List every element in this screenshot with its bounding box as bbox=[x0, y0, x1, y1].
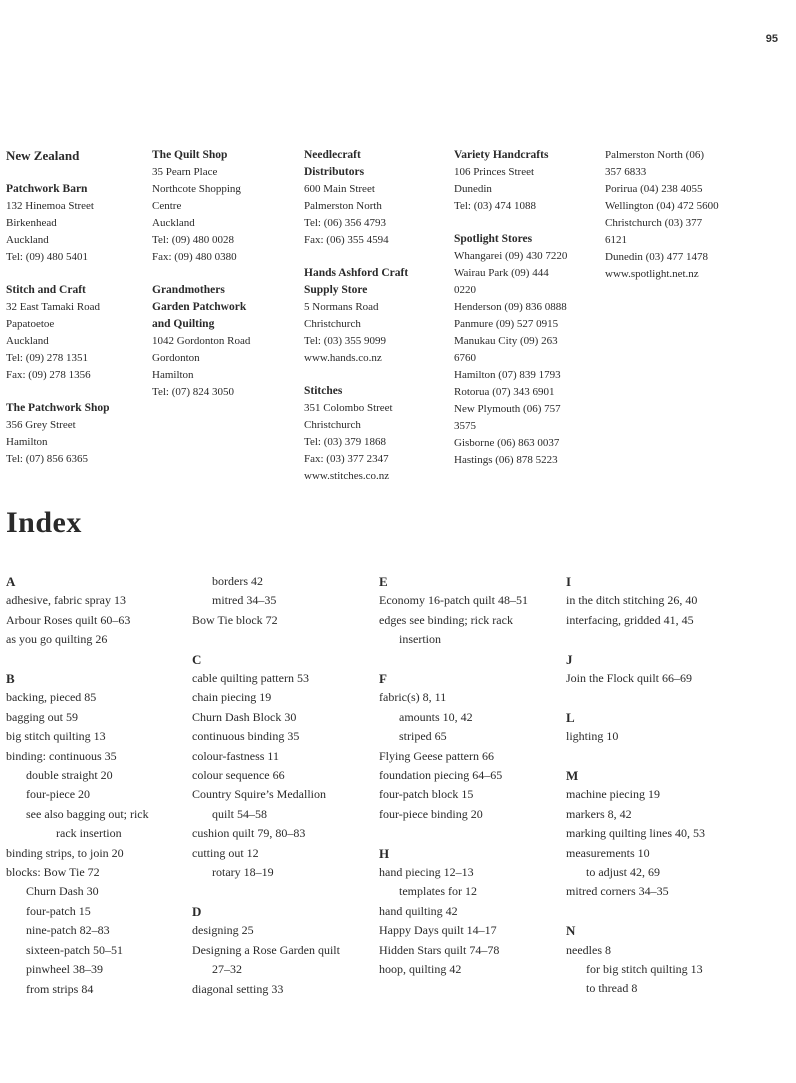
index-entry: as you go quilting 26 bbox=[6, 632, 108, 647]
supplier-detail: New Plymouth (06) 757 bbox=[454, 403, 561, 415]
index-entry: Churn Dash 30 bbox=[26, 884, 99, 899]
index-entry: rack insertion bbox=[56, 826, 122, 841]
supplier-name: Patchwork Barn bbox=[6, 183, 88, 195]
index-entry: binding: continuous 35 bbox=[6, 748, 117, 763]
index-entry: fabric(s) 8, 11 bbox=[379, 690, 447, 705]
supplier-detail: Dunedin bbox=[454, 183, 492, 195]
index-entry: four-piece 20 bbox=[26, 787, 91, 802]
index-entry: 27–32 bbox=[212, 962, 242, 977]
supplier-detail: Fax: (06) 355 4594 bbox=[304, 234, 389, 246]
supplier-detail: Christchurch bbox=[304, 419, 361, 431]
index-entry: quilt 54–58 bbox=[212, 806, 268, 821]
supplier-detail: Palmerston North (06) bbox=[605, 149, 704, 161]
supplier-detail: Gordonton bbox=[152, 352, 200, 364]
index-letter-heading: B bbox=[6, 671, 15, 687]
supplier-detail: Tel: (06) 356 4793 bbox=[304, 217, 387, 229]
index-entry: sixteen-patch 50–51 bbox=[26, 942, 123, 957]
supplier-column bbox=[454, 147, 599, 485]
index-spacer bbox=[192, 630, 374, 649]
index-entry: markers 8, 42 bbox=[566, 806, 632, 821]
index-entry: from strips 84 bbox=[26, 981, 94, 996]
index-entry: Designing a Rose Garden quilt bbox=[192, 942, 340, 957]
supplier-detail: 356 Grey Street bbox=[6, 419, 76, 431]
supplier-detail: 35 Pearn Place bbox=[152, 166, 218, 178]
supplier-detail: Rotorua (07) 343 6901 bbox=[454, 386, 555, 398]
index-entry: borders 42 bbox=[212, 574, 263, 588]
supplier-entry bbox=[304, 383, 449, 485]
supplier-detail: 132 Hinemoa Street bbox=[6, 200, 94, 212]
index-entry: blocks: Bow Tie 72 bbox=[6, 865, 100, 880]
supplier-detail: Centre bbox=[152, 200, 182, 212]
index-entry: four-patch 15 bbox=[26, 903, 91, 918]
index-spacer bbox=[6, 650, 186, 669]
index-entry: Flying Geese pattern 66 bbox=[379, 748, 494, 763]
supplier-detail: Tel: (03) 355 9099 bbox=[304, 335, 387, 347]
supplier-detail: Hastings (06) 878 5223 bbox=[454, 454, 558, 466]
supplier-detail: Auckland bbox=[152, 217, 195, 229]
index-entry: big stitch quilting 13 bbox=[6, 729, 106, 744]
supplier-detail: Fax: (09) 480 0380 bbox=[152, 251, 237, 263]
index-entry: diagonal setting 33 bbox=[192, 981, 284, 996]
supplier-detail: Tel: (09) 480 0028 bbox=[152, 234, 235, 246]
supplier-detail: Fax: (03) 377 2347 bbox=[304, 453, 389, 465]
index-spacer bbox=[192, 882, 374, 901]
supplier-detail: Auckland bbox=[6, 335, 49, 347]
index-spacer bbox=[566, 688, 748, 707]
supplier-entry bbox=[6, 400, 146, 468]
index-letter-heading: D bbox=[192, 903, 202, 919]
supplier-detail: Tel: (07) 824 3050 bbox=[152, 386, 235, 398]
supplier-entry bbox=[152, 147, 297, 266]
index-entry: hoop, quilting 42 bbox=[379, 962, 462, 977]
index-letter-heading: J bbox=[566, 651, 573, 667]
supplier-detail: 3575 bbox=[454, 420, 476, 432]
supplier-detail: Fax: (09) 278 1356 bbox=[6, 369, 91, 381]
index-entry: mitred corners 34–35 bbox=[566, 884, 669, 899]
index-letter-heading: F bbox=[379, 671, 387, 687]
supplier-name: Distributors bbox=[304, 166, 365, 178]
supplier-name: Hands Ashford Craft bbox=[304, 267, 409, 279]
supplier-detail: Tel: (03) 379 1868 bbox=[304, 436, 387, 448]
supplier-column bbox=[152, 147, 297, 417]
index-letter-heading: H bbox=[379, 845, 390, 861]
index-entry: bagging out 59 bbox=[6, 709, 78, 724]
supplier-detail: 6121 bbox=[605, 234, 627, 246]
supplier-detail: Auckland bbox=[6, 234, 49, 246]
index-entry: four-patch block 15 bbox=[379, 787, 474, 802]
index-entry: hand piecing 12–13 bbox=[379, 865, 474, 880]
index-entry: Bow Tie block 72 bbox=[192, 612, 278, 627]
supplier-column bbox=[605, 147, 755, 299]
index-entry: edges see binding; rick rack bbox=[379, 612, 513, 627]
supplier-name: Grandmothers bbox=[152, 284, 225, 296]
supplier-entry bbox=[605, 147, 755, 283]
supplier-column bbox=[304, 147, 449, 501]
index-column bbox=[566, 572, 748, 999]
index-entry: continuous binding 35 bbox=[192, 729, 300, 744]
supplier-detail: 106 Princes Street bbox=[454, 166, 535, 178]
index-entry: measurements 10 bbox=[566, 845, 650, 860]
index-letter-heading: A bbox=[6, 574, 16, 589]
index-entry: lighting 10 bbox=[566, 729, 619, 744]
index-entry: binding strips, to join 20 bbox=[6, 845, 124, 860]
index-entry: Country Squire’s Medallion bbox=[192, 787, 326, 802]
supplier-detail: www.stitches.co.nz bbox=[304, 470, 390, 482]
supplier-name: Garden Patchwork bbox=[152, 301, 247, 313]
supplier-detail: 0220 bbox=[454, 284, 476, 296]
supplier-name: Variety Handcrafts bbox=[454, 149, 549, 161]
index-entry: interfacing, gridded 41, 45 bbox=[566, 612, 694, 627]
index-entry: insertion bbox=[399, 632, 441, 647]
index-entry: Happy Days quilt 14–17 bbox=[379, 923, 497, 938]
supplier-detail: Hamilton (07) 839 1793 bbox=[454, 369, 561, 381]
supplier-detail: Papatoetoe bbox=[6, 318, 55, 330]
index-entry: designing 25 bbox=[192, 923, 254, 938]
index-spacer bbox=[566, 902, 748, 921]
index-entry: chain piecing 19 bbox=[192, 690, 272, 705]
index-entry: needles 8 bbox=[566, 942, 611, 957]
supplier-entry bbox=[6, 181, 146, 266]
supplier-detail: 5 Normans Road bbox=[304, 301, 379, 313]
supplier-detail: Tel: (09) 278 1351 bbox=[6, 352, 89, 364]
supplier-detail: Hamilton bbox=[152, 369, 194, 381]
index-entry: templates for 12 bbox=[399, 884, 477, 899]
supplier-detail: 357 6833 bbox=[605, 166, 647, 178]
supplier-name: Spotlight Stores bbox=[454, 233, 533, 245]
supplier-detail: Hamilton bbox=[6, 436, 48, 448]
supplier-detail: Christchurch (03) 377 bbox=[605, 217, 703, 229]
supplier-detail: Henderson (09) 836 0888 bbox=[454, 301, 567, 313]
index-entry: double straight 20 bbox=[26, 768, 113, 783]
supplier-detail: 32 East Tamaki Road bbox=[6, 301, 101, 313]
supplier-detail: 6760 bbox=[454, 352, 476, 364]
supplier-detail: 351 Colombo Street bbox=[304, 402, 393, 414]
index-entry: foundation piecing 64–65 bbox=[379, 768, 503, 783]
supplier-entry bbox=[454, 231, 599, 469]
index-entry: Join the Flock quilt 66–69 bbox=[566, 671, 692, 686]
index-entry: mitred 34–35 bbox=[212, 593, 277, 608]
supplier-detail: Gisborne (06) 863 0037 bbox=[454, 437, 560, 449]
supplier-detail: Birkenhead bbox=[6, 217, 57, 229]
supplier-name: Supply Store bbox=[304, 284, 368, 296]
index-letter-heading: M bbox=[566, 768, 579, 784]
supplier-detail: Dunedin (03) 477 1478 bbox=[605, 251, 708, 263]
index-entry: cushion quilt 79, 80–83 bbox=[192, 826, 306, 841]
index-column bbox=[192, 572, 374, 999]
index-letter-heading: I bbox=[566, 574, 572, 589]
index-entry: to adjust 42, 69 bbox=[586, 865, 660, 880]
index-letter-heading: L bbox=[566, 709, 575, 725]
supplier-name: Stitch and Craft bbox=[6, 284, 86, 296]
supplier-column bbox=[6, 147, 146, 484]
index-spacer bbox=[379, 650, 561, 669]
index-entry: for big stitch quilting 13 bbox=[586, 962, 703, 977]
supplier-detail: www.spotlight.net.nz bbox=[605, 268, 699, 280]
supplier-detail: Wellington (04) 472 5600 bbox=[605, 200, 719, 212]
supplier-detail: 1042 Gordonton Road bbox=[152, 335, 251, 347]
index-title: Index bbox=[6, 506, 82, 539]
supplier-detail: Christchurch bbox=[304, 318, 361, 330]
supplier-detail: Manukau City (09) 263 bbox=[454, 335, 558, 347]
index-entry: amounts 10, 42 bbox=[399, 709, 473, 724]
supplier-entry bbox=[304, 147, 449, 249]
supplier-name: Needlecraft bbox=[304, 149, 361, 161]
index-entry: marking quilting lines 40, 53 bbox=[566, 826, 705, 841]
index-entry: adhesive, fabric spray 13 bbox=[6, 593, 126, 608]
index-entry: cutting out 12 bbox=[192, 845, 259, 860]
index-column bbox=[6, 572, 186, 999]
supplier-detail: Panmure (09) 527 0915 bbox=[454, 318, 559, 330]
index-entry: see also bagging out; rick bbox=[26, 806, 149, 821]
supplier-detail: 600 Main Street bbox=[304, 183, 375, 195]
index-entry: striped 65 bbox=[399, 729, 447, 744]
supplier-detail: Tel: (07) 856 6365 bbox=[6, 453, 89, 465]
index-entry: Churn Dash Block 30 bbox=[192, 709, 297, 724]
index-entry: Hidden Stars quilt 74–78 bbox=[379, 942, 500, 957]
supplier-detail: Whangarei (09) 430 7220 bbox=[454, 250, 568, 262]
supplier-name: and Quilting bbox=[152, 318, 215, 330]
index-entry: hand quilting 42 bbox=[379, 903, 458, 918]
supplier-name: The Patchwork Shop bbox=[6, 402, 110, 414]
index-entry: to thread 8 bbox=[586, 981, 638, 996]
supplier-entry bbox=[6, 282, 146, 384]
supplier-detail: Tel: (03) 474 1088 bbox=[454, 200, 537, 212]
index-entry: backing, pieced 85 bbox=[6, 690, 97, 705]
index-spacer bbox=[379, 824, 561, 843]
index-entry: in the ditch stitching 26, 40 bbox=[566, 593, 698, 608]
index-entry: colour sequence 66 bbox=[192, 768, 285, 783]
supplier-detail: Tel: (09) 480 5401 bbox=[6, 251, 89, 263]
index-spacer bbox=[566, 747, 748, 766]
index-letter-heading: E bbox=[379, 574, 388, 589]
supplier-name: Stitches bbox=[304, 385, 343, 397]
index-entry: nine-patch 82–83 bbox=[26, 923, 110, 938]
supplier-name: The Quilt Shop bbox=[152, 149, 228, 161]
country-heading: New Zealand bbox=[6, 148, 80, 163]
index-entry: Economy 16-patch quilt 48–51 bbox=[379, 593, 528, 608]
supplier-entry bbox=[454, 147, 599, 215]
index-entry: machine piecing 19 bbox=[566, 787, 660, 802]
index-entry: pinwheel 38–39 bbox=[26, 962, 103, 977]
index-entry: four-piece binding 20 bbox=[379, 806, 483, 821]
index-column bbox=[379, 572, 561, 980]
index-letter-heading: N bbox=[566, 923, 576, 939]
supplier-detail: Porirua (04) 238 4055 bbox=[605, 183, 703, 195]
index-entry: rotary 18–19 bbox=[212, 865, 274, 880]
index-spacer bbox=[566, 630, 748, 649]
supplier-entry bbox=[304, 265, 449, 367]
supplier-detail: Wairau Park (09) 444 bbox=[454, 267, 549, 279]
supplier-entry bbox=[152, 282, 297, 401]
page-number: 95 bbox=[765, 33, 778, 45]
index-letter-heading: C bbox=[192, 651, 202, 667]
index-entry: Arbour Roses quilt 60–63 bbox=[6, 612, 131, 627]
supplier-detail: Northcote Shopping bbox=[152, 183, 241, 195]
index-entry: colour-fastness 11 bbox=[192, 748, 279, 763]
supplier-detail: Palmerston North bbox=[304, 200, 382, 212]
index-entry: cable quilting pattern 53 bbox=[192, 671, 309, 686]
supplier-detail: www.hands.co.nz bbox=[304, 352, 382, 364]
